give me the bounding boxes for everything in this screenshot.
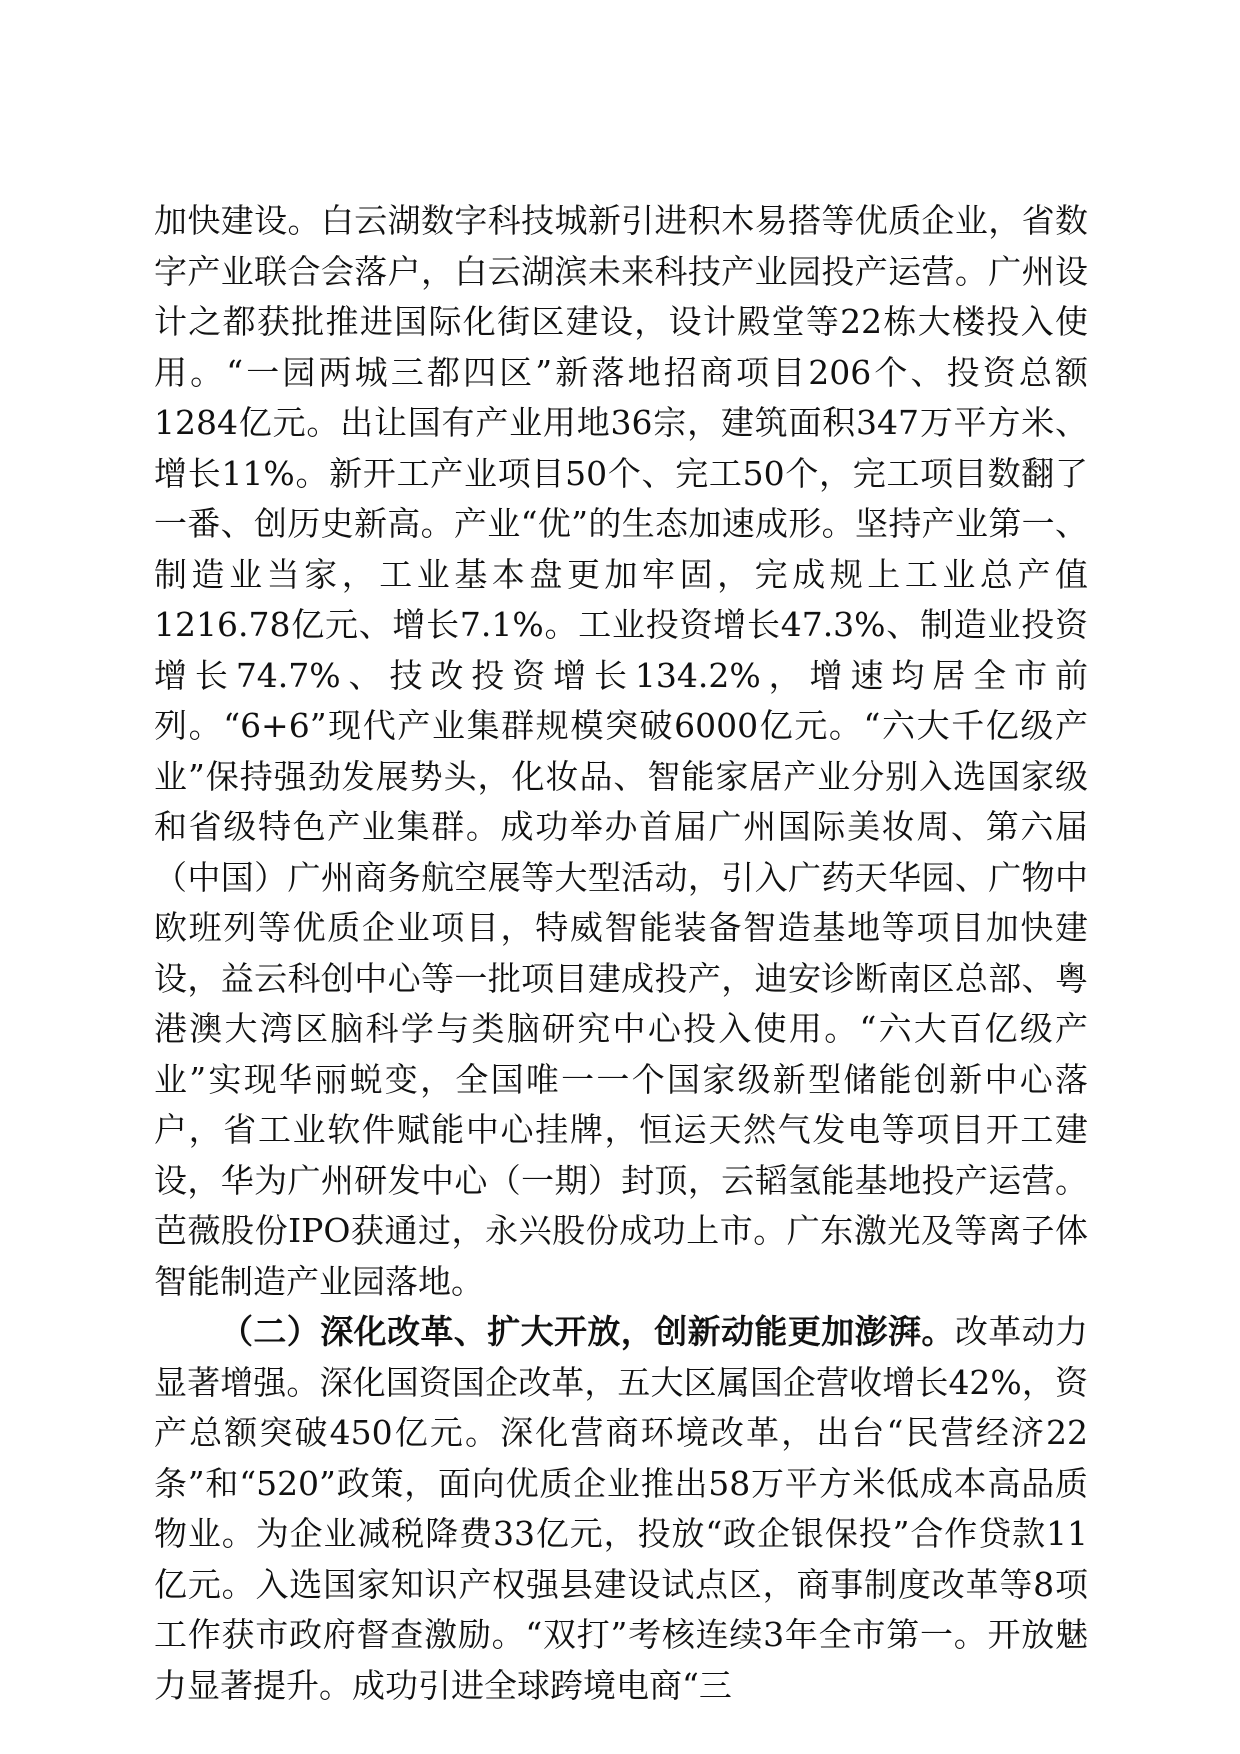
document-body (154, 196, 1088, 1711)
paragraph-2-body: 改革动力显著增强。深化国资国企改革，五大区属国企营收增长42%，资产总额突破450亿元。深化营商环境改革，出台“民营经济22条”和“520”政策，面向优质企业推出58万平方米低成本高品质物业。为企业减税降费33亿元，投放“政企银保投”合作贷款11亿元。入选国家知识产权强县建设试点区，商事制度改革等8项工作获市政府督查激励。“双打”考核连续3年全市第一。开放魅力显著提升。成功引进全球跨境电商“三 (154, 1312, 1089, 1705)
section-heading-2: （二）深化改革、扩大开放，创新动能更加澎湃。 (220, 1312, 955, 1351)
paragraph-2 (154, 1307, 1088, 1711)
paragraph-1: 加快建设。白云湖数字科技城新引进积木易搭等优质企业，省数字产业联合会落户，白云湖滨未来科技产业园投产运营。广州设计之都获批推进国际化街区建设，设计殿堂等22栋大楼投入使用。“一园两城三都四区”新落地招商项目206个、投资总额1284亿元。出让国有产业用地36宗，建筑面积347万平方米、增长11%。新开工产业项目50个、完工50个，完工项目数翻了一番、创历史新高。产业“优”的生态加速成形。坚持产业第一、制造业当家，工业基本盘更加牢固，完成规上工业总产值1216.78亿元、增长7.1%。工业投资增长47.3%、制造业投资增长74.7%、技改投资增长134.2%，增速均居全市前列。“6+6”现代产业集群规模突破6000亿元。“六大千亿级产业”保持强劲发展势头，化妆品、智能家居产业分别入选国家级和省级特色产业集群。成功举办首届广州国际美妆周、第六届（中国）广州商务航空展等大型活动，引入广药天华园、广物中欧班列等优质企业项目，特威智能装备智造基地等项目加快建设，益云科创中心等一批项目建成投产，迪安诊断南区总部、粤港澳大湾区脑科学与类脑研究中心投入使用。“六大百亿级产业”实现华丽蜕变，全国唯一一个国家级新型储能创新中心落户，省工业软件赋能中心挂牌，恒运天然气发电等项目开工建设，华为广州研发中心（一期）封顶，云韬氢能基地投产运营。芭薇股份IPO获通过，永兴股份成功上市。广东激光及等离子体智能制造产业园落地。 (154, 201, 1088, 1301)
